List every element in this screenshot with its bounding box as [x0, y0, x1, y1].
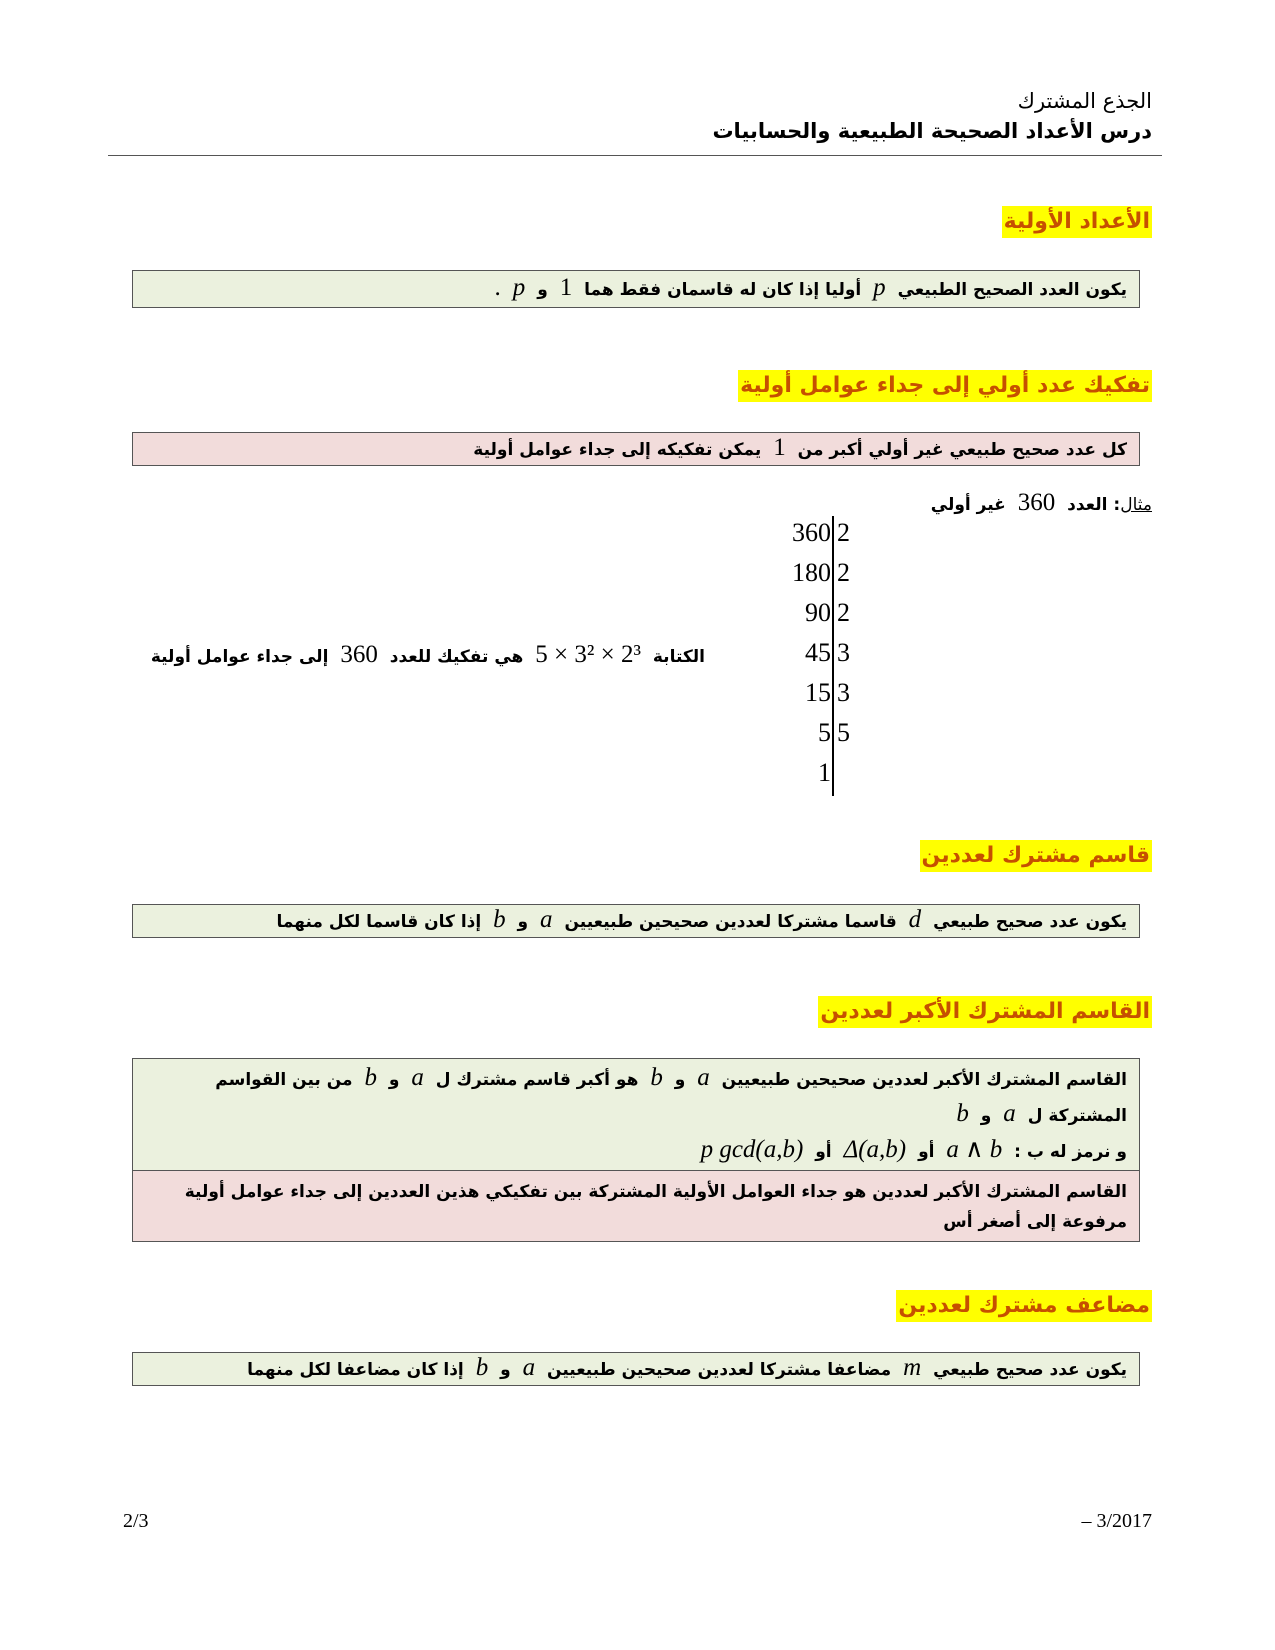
ladder-number: 1 [818, 758, 831, 787]
factorization-prop-text-2: يمكن تفكيكه إلى جداء عوامل أولية [473, 440, 762, 460]
property-box-factorization [132, 432, 1140, 466]
lesson-title: درس الأعداد الصحيحة الطبيعية والحسابيات [712, 119, 1152, 143]
definition-box-common-multiple [132, 1352, 1140, 1386]
section-title-factorization: تفكيك عدد أولي إلى جداء عوامل أولية [738, 370, 1152, 402]
and-word: و [388, 1070, 400, 1090]
and-word: و [674, 1070, 686, 1090]
cd-text-2: قاسما مشتركا لعددين صحيحين طبيعيين [564, 912, 897, 932]
gcd-notation-delta: Δ(a,b) [843, 1136, 907, 1163]
expr-prefix: الكتابة [652, 647, 705, 667]
prime-def-text-1: يكون العدد الصحيح الطبيعي [897, 280, 1127, 300]
var-d: d [908, 906, 922, 933]
division-ladder [780, 516, 880, 796]
cd-text-3: إذا كان قاسما لكل منهما [276, 912, 482, 932]
ladder-row [780, 676, 880, 716]
cd-text-1: يكون عدد صحيح طبيعي [933, 912, 1127, 932]
ladder-row [780, 756, 880, 796]
section-title-gcd: القاسم المشترك الأكبر لعددين [818, 996, 1152, 1028]
gcd-text-3: من بين القواسم المشتركة ل [215, 1070, 1127, 1126]
gcd-prop-text: القاسم المشترك الأكبر لعددين هو جداء العوامل الأولية المشتركة بين تفكيكي هذين العددين إلى جداء عوامل أولية مرفوعة إلى أصغر أس [184, 1182, 1127, 1232]
cm-text-3: إذا كان مضاعفا لكل منهما [247, 1360, 464, 1380]
var-a: a [540, 906, 553, 933]
gcd-text-1: القاسم المشترك الأكبر لعددين صحيحين طبيعيين [721, 1070, 1127, 1090]
example-line [931, 488, 1152, 520]
definition-box-gcd [132, 1058, 1140, 1172]
ladder-divisor: 3 [837, 678, 850, 707]
gcd-text-2: هو أكبر قاسم مشترك ل [435, 1070, 639, 1090]
gcd-notation-pgcd: p gcd(a,b) [700, 1136, 804, 1163]
var-b: b [650, 1064, 663, 1091]
ladder-number: 360 [792, 518, 831, 547]
page-number: 2/3 [123, 1510, 149, 1532]
page-header [112, 86, 1152, 146]
ladder-number: 45 [805, 638, 831, 667]
ladder-number: 5 [818, 718, 831, 747]
cm-text-2: مضاعفا مشتركا لعددين صحيحين طبيعيين [547, 1360, 892, 1380]
section-title-common-multiple: مضاعف مشترك لعددين [896, 1290, 1152, 1322]
and-word: و [537, 280, 548, 300]
and-word: و [980, 1106, 992, 1126]
number-one: 1 [559, 274, 573, 301]
ladder-row [780, 636, 880, 676]
var-b: b [493, 906, 506, 933]
ladder-row [780, 556, 880, 596]
var-b: b [364, 1064, 377, 1091]
ladder-divisor: 3 [837, 638, 850, 667]
ladder-row [780, 716, 880, 756]
and-word: و [500, 1360, 511, 1380]
section-title-common-divisor: قاسم مشترك لعددين [920, 840, 1152, 872]
gcd-notation-wedge: a ∧ b [946, 1136, 1003, 1163]
prime-def-text-2: أوليا إذا كان له قاسمان فقط هما [584, 280, 862, 300]
ladder-divisor: 5 [837, 718, 850, 747]
ladder-row [780, 596, 880, 636]
gcd-def-line-2 [145, 1133, 1127, 1169]
cm-text-1: يكون عدد صحيح طبيعي [933, 1360, 1127, 1380]
ladder-number: 180 [792, 558, 831, 587]
var-p: p [873, 274, 886, 301]
ladder-number: 90 [805, 598, 831, 627]
example-label: مثال [1120, 495, 1152, 515]
var-a: a [411, 1064, 424, 1091]
gcd-def-line-1 [145, 1061, 1127, 1133]
property-box-gcd [132, 1170, 1140, 1242]
ladder-divisor: 2 [837, 558, 850, 587]
factorization-prop-text-1: كل عدد صحيح طبيعي غير أولي أكبر من [797, 440, 1127, 460]
var-b: b [956, 1100, 969, 1127]
section-title-primes: الأعداد الأولية [1002, 206, 1152, 238]
ladder-number: 15 [805, 678, 831, 707]
expr-number: 360 [340, 641, 378, 668]
var-m: m [903, 1354, 922, 1381]
or-word: أو [815, 1142, 832, 1162]
expr-mid: هي تفكيك للعدد [389, 647, 524, 667]
definition-box-prime [132, 270, 1140, 308]
or-word: أو [918, 1142, 935, 1162]
example-text-1: العدد [1067, 495, 1108, 515]
var-b: b [475, 1354, 489, 1381]
expr-math: 2³ × 3² × 5 [535, 641, 641, 668]
var-a: a [1003, 1100, 1016, 1127]
ladder-row [780, 516, 880, 556]
factorization-expression [151, 640, 705, 672]
subject-label: الجذع المشترك [1017, 89, 1152, 113]
and-word: و [517, 912, 529, 932]
expr-suffix: إلى جداء عوامل أولية [150, 647, 329, 667]
number-one: 1 [773, 434, 786, 461]
footer-date: – 3/2017 [1081, 1510, 1152, 1532]
gcd-notation-label: و نرمز له ب : [1014, 1142, 1127, 1162]
example-number: 360 [1017, 489, 1056, 516]
example-text-2: غير أولي [930, 495, 1006, 515]
period: . [494, 274, 501, 301]
var-a: a [697, 1064, 710, 1091]
definition-box-common-divisor [132, 904, 1140, 938]
ladder-divisor: 2 [837, 598, 850, 627]
var-p-end: p [512, 274, 526, 301]
example-colon: : [1113, 495, 1121, 515]
ladder-divisor: 2 [837, 518, 850, 547]
header-divider [108, 155, 1162, 156]
var-a: a [522, 1354, 536, 1381]
